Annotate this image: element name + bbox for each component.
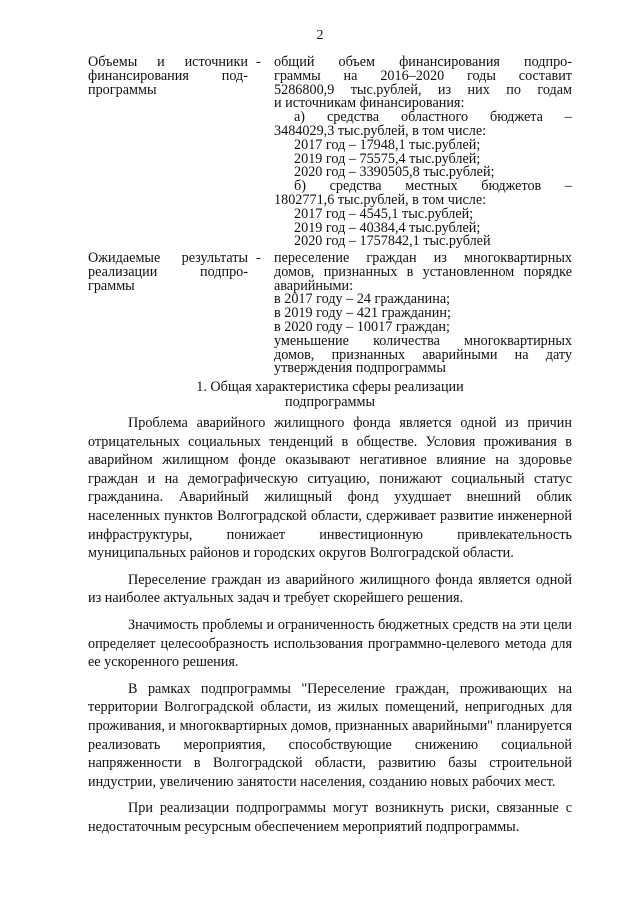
page-number: 2 [316,28,324,43]
value-line: и источникам финансирования: [274,95,465,112]
value-line: утверждения подпрограммы [274,360,446,377]
value-line: 2019 год – 40384,4 тыс.рублей; [294,219,481,236]
label-line: программы [88,81,157,98]
value-line: 3484029,3 тыс.рублей, в том числе: [274,122,487,139]
paragraph: При реализации подпрограммы могут возникнуть риски, связанные с недостаточным ресурсным обеспечением мероприятий подпрограммы. [88,800,572,835]
value-line: аварийными: [274,277,354,294]
paragraph: В рамках подпрограммы "Переселение граждан, проживающих на территории Волгоградской области, из жилых помещений, непригодных для проживания, и многоквартирных домов, признанных аварийными" планируется реализовать мероприятия, способствующие снижению социальной напряженности в Волгоградской области, развитию базы строительной индустрии, увеличению занятости населения, созданию новых рабочих мест. [88,680,572,790]
value-line: 2017 год – 17948,1 тыс.рублей; [294,136,481,153]
value-line: домов, признанных аварийными на дату [274,346,572,363]
row-dash: - [256,250,261,266]
value-line: 2019 год – 75575,4 тыс.рублей; [294,150,481,167]
value-line: домов, признанных в установленном порядке [274,263,572,280]
heading-line: подпрограммы [285,394,375,410]
section-body [88,414,572,844]
label-line: финансирования под- [88,67,248,84]
label-line: Объемы и источники [88,54,248,70]
value-line: 2017 год – 4545,1 тыс.рублей; [294,205,474,222]
value-line: 1802771,6 тыс.рублей, в том числе: [274,191,487,208]
value-line: 2020 год – 1757842,1 тыс.рублей [294,233,491,250]
value-line: общий объем финансирования подпро- [274,54,572,70]
section-heading [88,380,572,410]
paragraph: Переселение граждан из аварийного жилищного фонда является одной из наиболее актуальных задач и требует скорейшего решения. [88,571,572,607]
row-value [274,252,572,376]
row-dash: - [256,54,261,70]
label-line: реализации подпро- [88,263,248,280]
value-line: 2020 год – 3390505,8 тыс.рублей; [294,164,495,181]
paragraph: Значимость проблемы и ограниченность бюджетных средств на эти цели определяет целесообразность использования программно-целевого метода для ее ускоренного решения. [88,616,572,671]
row-value [274,56,572,249]
value-line: уменьшение количества многоквартирных [274,332,572,349]
value-line: а) средства областного бюджета – [294,109,572,126]
paragraph: Проблема аварийного жилищного фонда является одной из причин отрицательных социальных тенденций в обществе. Условия проживания в аварийном жилищном фонде оказывают негативное влияние на здоровье граждан и на демографическую ситуацию, понижают социальный статус гражданина. Аварийный жилищный фонд ухудшает внешний облик населенных пунктов Волгоградской области, сдерживает развитие инженерной инфраструктуры, понижает инвестиционную привлекательность муниципальных районов и городских округов Волгоградской области. [88,415,572,562]
value-line: в 2019 году – 421 гражданин; [274,305,451,322]
row-label [88,56,248,97]
label-line: Ожидаемые результаты [88,250,248,266]
value-line: 5286800,9 тыс.рублей, из них по годам [274,81,572,98]
value-line: в 2020 году – 10017 граждан; [274,318,450,335]
heading-line: 1. Общая характеристика сферы реализации [196,379,464,395]
value-line: б) средства местных бюджетов – [294,178,572,195]
value-line: в 2017 году – 24 гражданина; [274,291,451,308]
row-label [88,252,248,293]
label-line: граммы [88,277,135,294]
value-line: переселение граждан из многоквартирных [274,250,572,266]
value-line: граммы на 2016–2020 годы составит [274,67,572,84]
